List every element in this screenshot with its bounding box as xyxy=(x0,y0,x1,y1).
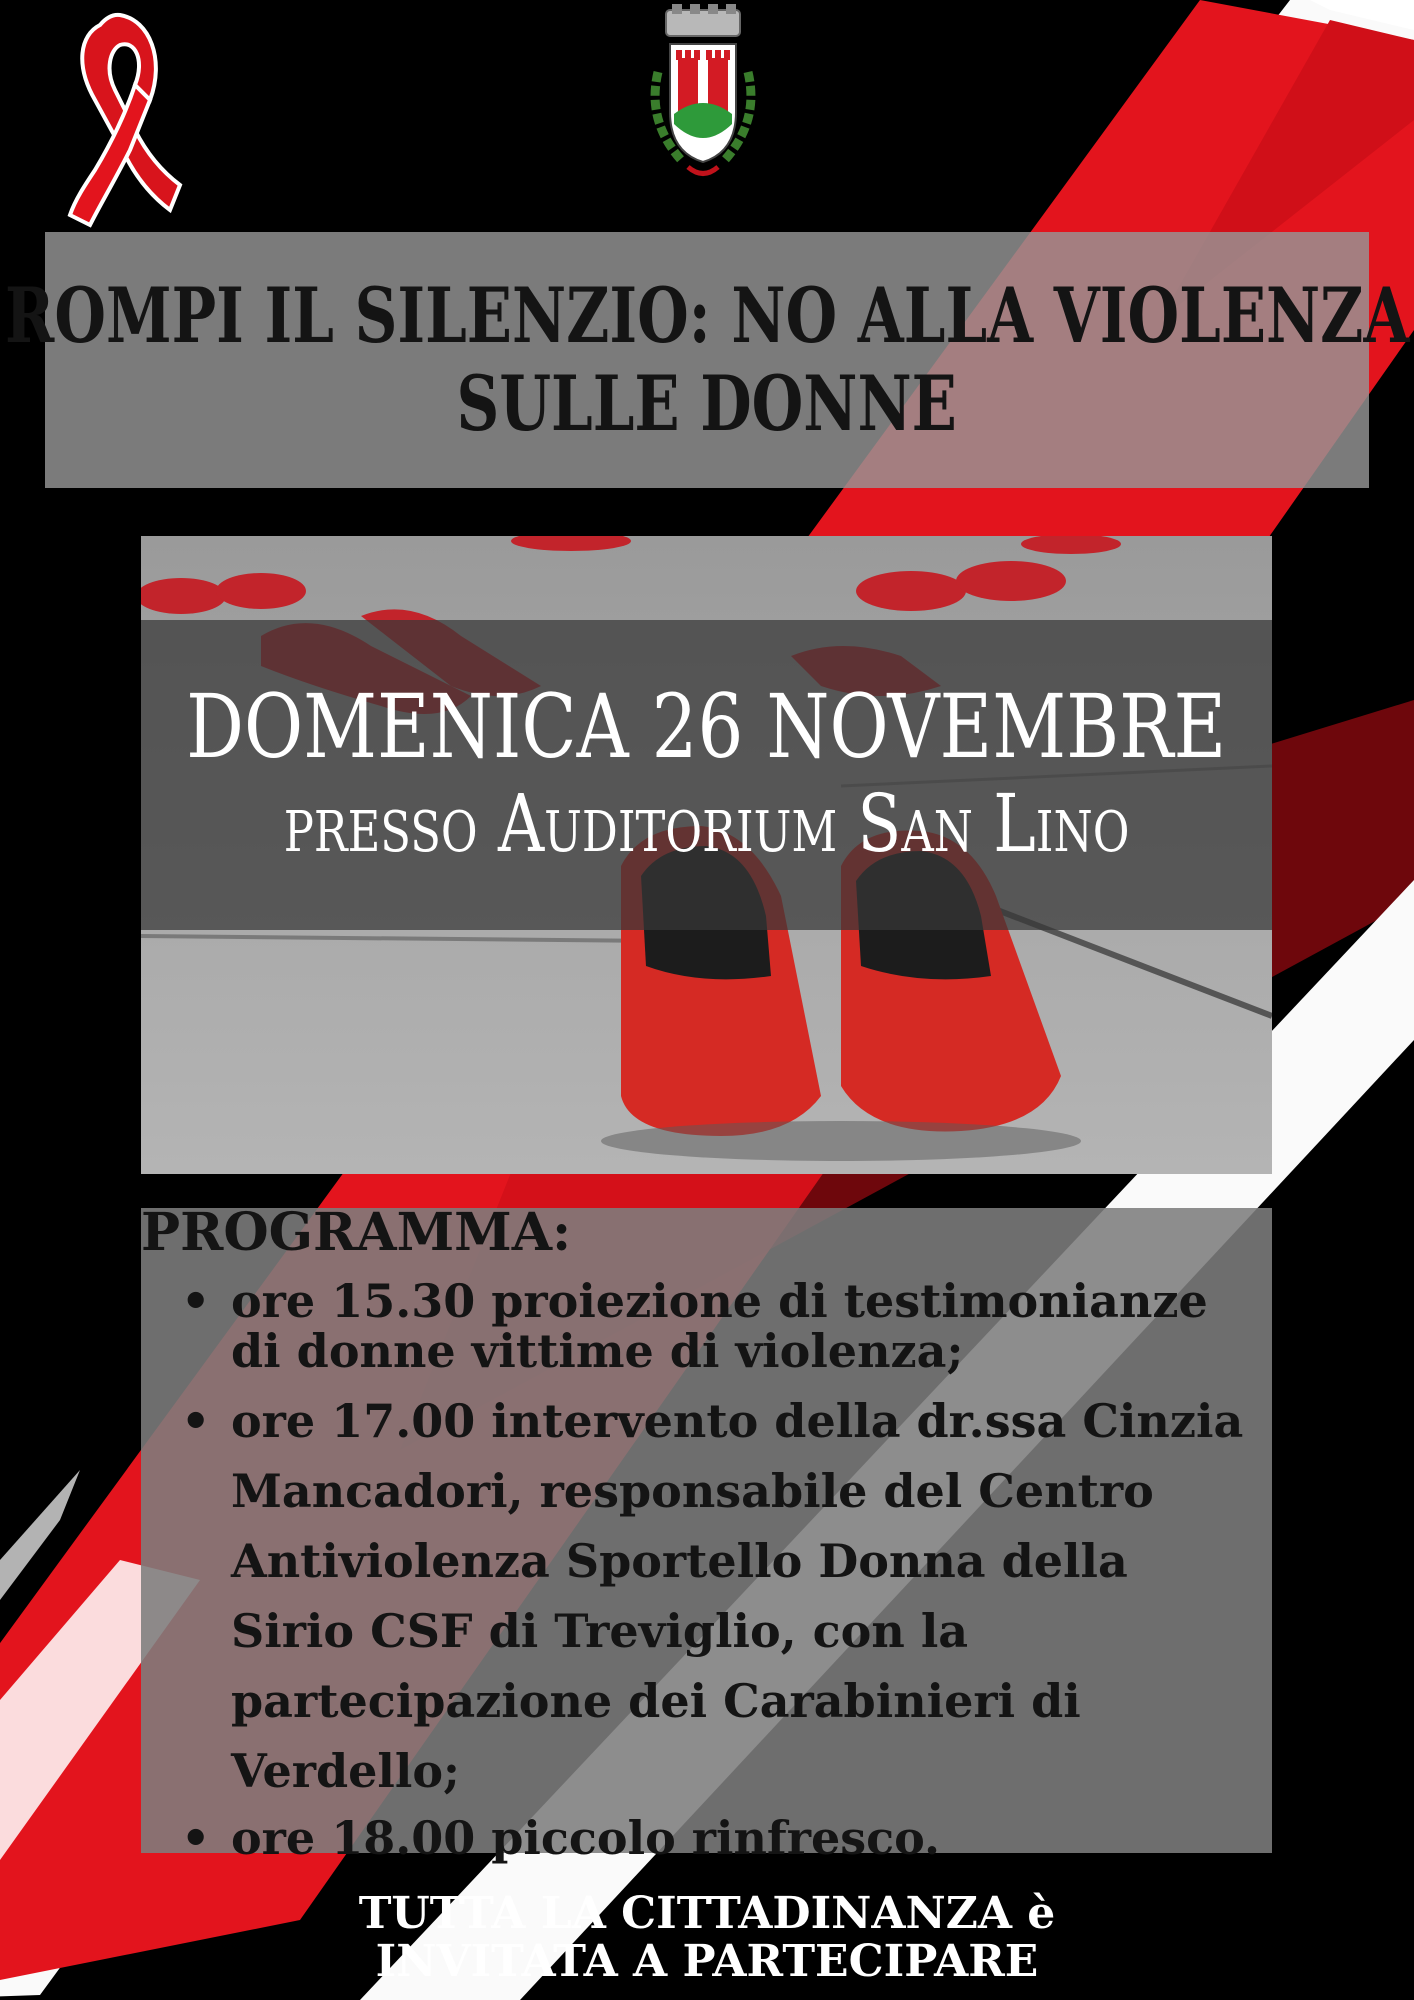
event-date: DOMENICA 26 NOVEMBRE xyxy=(186,675,1227,778)
awareness-ribbon-icon xyxy=(40,5,190,230)
event-info-band xyxy=(141,620,1272,930)
program-item: • ore 18.00 piccolo rinfresco. xyxy=(231,1806,1261,1870)
title-line-2: SULLE DONNE xyxy=(456,359,958,448)
municipal-crest-icon xyxy=(628,2,778,187)
footer-line-2: INVITATA A PARTECIPARE xyxy=(375,1936,1039,1987)
program-heading: PROGRAMMA: xyxy=(141,1202,572,1263)
program-item: • ore 17.00 intervento della dr.ssa Cinzia Mancadori, responsabile del Centro Antiviolenza Sportello Donna della Sirio CSF di Treviglio, con la partecipazione dei Carabinieri di Verdello; xyxy=(231,1386,1261,1806)
invitation-footer xyxy=(0,1890,1414,1986)
title-banner xyxy=(4,232,1410,488)
title-line-1: ROMPI IL SILENZIO: NO ALLA VIOLENZA xyxy=(4,271,1410,360)
footer-line-1: TUTTA LA CITTADINANZA è xyxy=(358,1888,1056,1939)
program-panel xyxy=(141,1202,1272,1865)
program-list xyxy=(231,1276,1261,1870)
event-venue: presso Auditorium San Lino xyxy=(283,777,1130,870)
program-item: • ore 15.30 proiezione di testimonianze di donne vittime di violenza; xyxy=(231,1276,1261,1376)
